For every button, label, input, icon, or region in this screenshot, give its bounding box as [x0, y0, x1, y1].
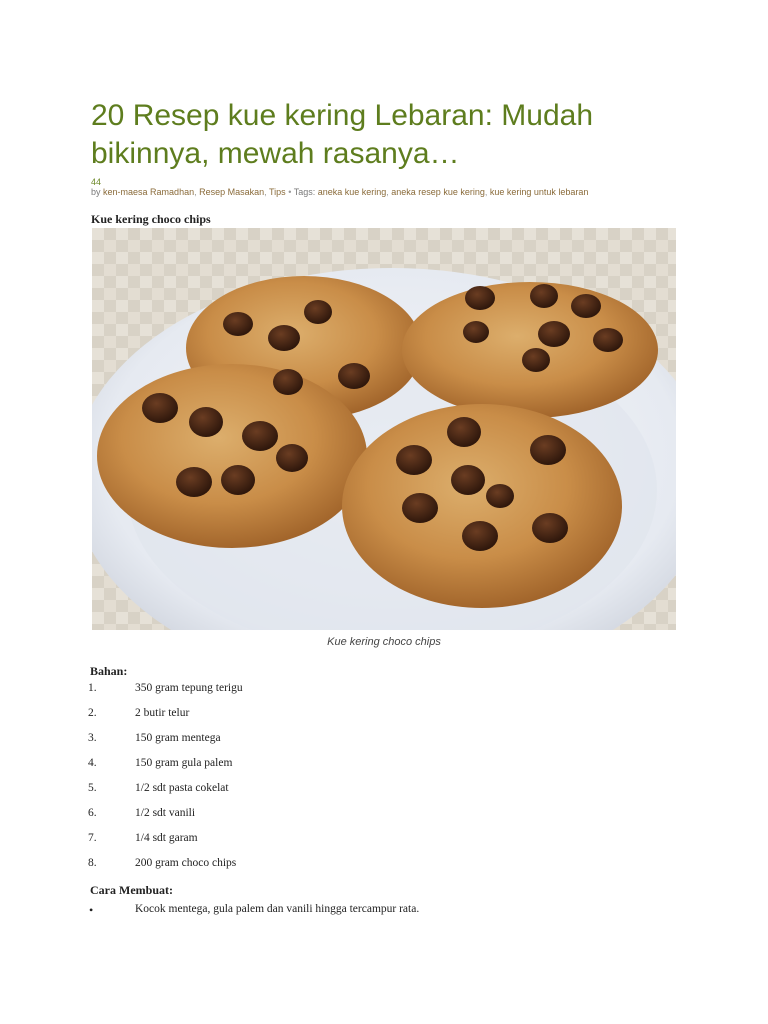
step-text: Kocok mentega, gula palem dan vanili hingga tercampur rata.: [135, 903, 420, 915]
category-link[interactable]: Resep Masakan: [199, 187, 265, 197]
ingredient-text: 2 butir telur: [135, 707, 190, 719]
list-number: 3.: [88, 732, 97, 744]
ingredient-text: 1/2 sdt pasta cokelat: [135, 782, 229, 794]
ingredient-text: 200 gram choco chips: [135, 857, 237, 869]
list-number: 6.: [88, 807, 97, 819]
image-caption: Kue kering choco chips: [327, 636, 441, 648]
tag-link[interactable]: aneka kue kering: [317, 187, 387, 197]
list-number: 7.: [88, 832, 97, 844]
ingredient-text: 1/2 sdt vanili: [135, 807, 196, 819]
tag-link[interactable]: kue kering untuk lebaran: [489, 187, 589, 197]
list-number: 2.: [88, 707, 97, 719]
ingredient-text: 350 gram tepung terigu: [135, 682, 243, 694]
cookie-photo: [92, 228, 676, 630]
ingredient-text: 150 gram gula palem: [135, 757, 233, 769]
recipe-subheading: Kue kering choco chips: [91, 212, 211, 226]
list-number: 1.: [88, 682, 97, 694]
comment-count[interactable]: 44: [91, 177, 102, 187]
article-meta: by ken-maesa Ramadhan, Resep Masakan, Tips • Tags: aneka kue kering, aneka resep kue kering, kue kering untuk lebaran: [91, 187, 589, 197]
article-title: 20 Resep kue kering Lebaran: Mudah bikinnya, mewah rasanya…: [91, 99, 594, 170]
author-link[interactable]: ken-maesa Ramadhan: [103, 187, 195, 197]
by-label: by: [91, 187, 101, 197]
list-number: 4.: [88, 757, 97, 769]
bullet-icon: •: [89, 903, 94, 917]
ingredient-text: 150 gram mentega: [135, 732, 221, 744]
ingredients-heading: Bahan:: [90, 664, 128, 678]
ingredient-text: 1/4 sdt garam: [135, 832, 198, 844]
method-heading: Cara Membuat:: [90, 883, 173, 897]
list-number: 5.: [88, 782, 97, 794]
tags-label: Tags:: [293, 187, 316, 197]
tag-link[interactable]: aneka resep kue kering: [391, 187, 485, 197]
list-number: 8.: [88, 857, 97, 869]
category-link-tips[interactable]: Tips: [269, 187, 286, 197]
